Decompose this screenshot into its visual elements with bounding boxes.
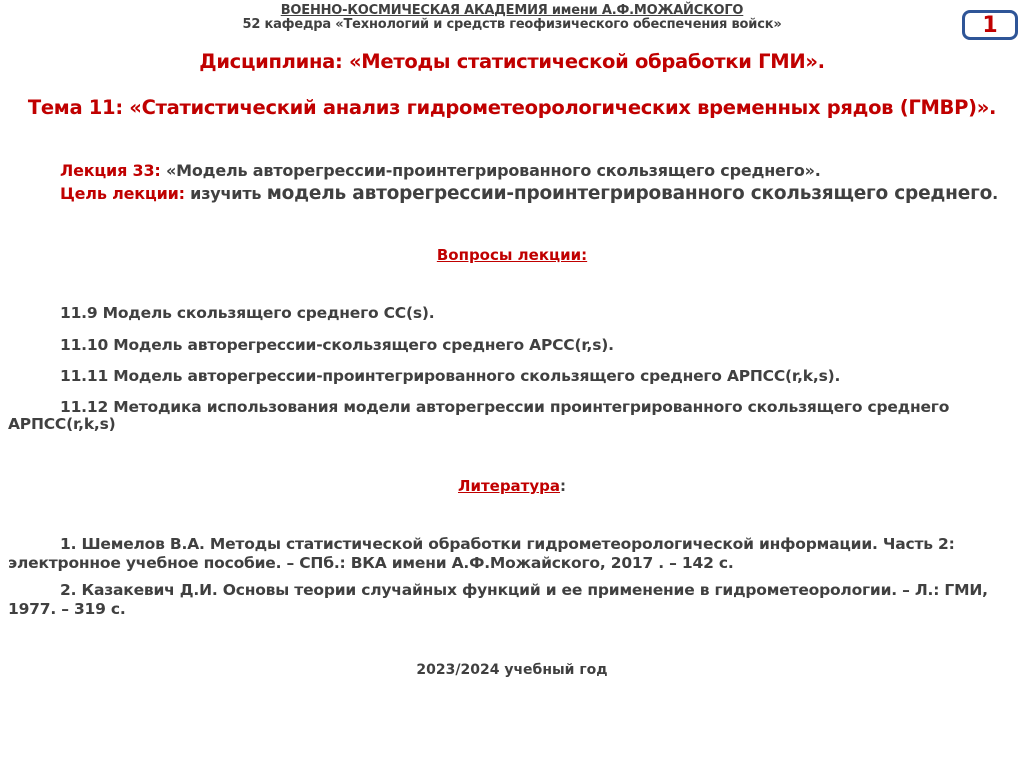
question-item: 11.9 Модель скользящего среднего СС(s).: [60, 304, 435, 322]
department-name: 52 кафедра «Технологий и средств геофизического обеспечения войск»: [242, 17, 782, 32]
question-item: 11.12 Методика использования модели авторегрессии проинтегрированного скользящего среднего АРПСС(r,k,s): [8, 398, 950, 433]
lecture-goal: [8, 184, 1008, 204]
literature-item: 2. Казакевич Д.И. Основы теории случайных функций и ее применение в гидрометеорологии. – Л.: ГМИ, 1977. – 319 с.: [8, 581, 988, 618]
goal-prefix: изучить: [184, 184, 267, 203]
literature-item: 1. Шемелов В.А. Методы статистической обработки гидрометеорологической информации. Часть 2: электронное учебное пособие. – СПб.: ВКА имени А.Ф.Можайского, 2017 . – 142 с.: [8, 535, 955, 572]
questions-heading: Вопросы лекции:: [436, 246, 588, 264]
question-item: 11.11 Модель авторегрессии-проинтегрированного скользящего среднего АРПСС(r,k,s).: [60, 367, 841, 385]
discipline-title: Дисциплина: «Методы статистической обработки ГМИ».: [199, 50, 825, 73]
goal-label: Цель лекции:: [60, 184, 185, 203]
academy-name: ВОЕННО-КОСМИЧЕСКАЯ АКАДЕМИЯ имени А.Ф.МОЖАЙСКОГО: [280, 3, 744, 18]
question-item: 11.10 Модель авторегрессии-скользящего среднего АРСС(r,s).: [60, 336, 614, 354]
lecture-text: «Модель авторегрессии-проинтегрированного скользящего среднего».: [160, 161, 821, 180]
lecture-line: [60, 161, 1020, 180]
topic-title: Тема 11: «Статистический анализ гидрометеорологических временных рядов (ГМВР)».: [27, 96, 997, 119]
goal-text: модель авторегрессии-проинтегрированного скользящего среднего: [266, 183, 993, 204]
literature-heading-text: Литература: [457, 477, 561, 495]
academic-year: 2023/2024 учебный год: [416, 662, 608, 678]
lecture-label: Лекция 33:: [60, 161, 161, 180]
literature-heading: [0, 477, 1024, 495]
goal-end: .: [992, 184, 998, 203]
literature-heading-colon: :: [560, 477, 567, 495]
slide-number-badge: 1: [962, 10, 1018, 40]
